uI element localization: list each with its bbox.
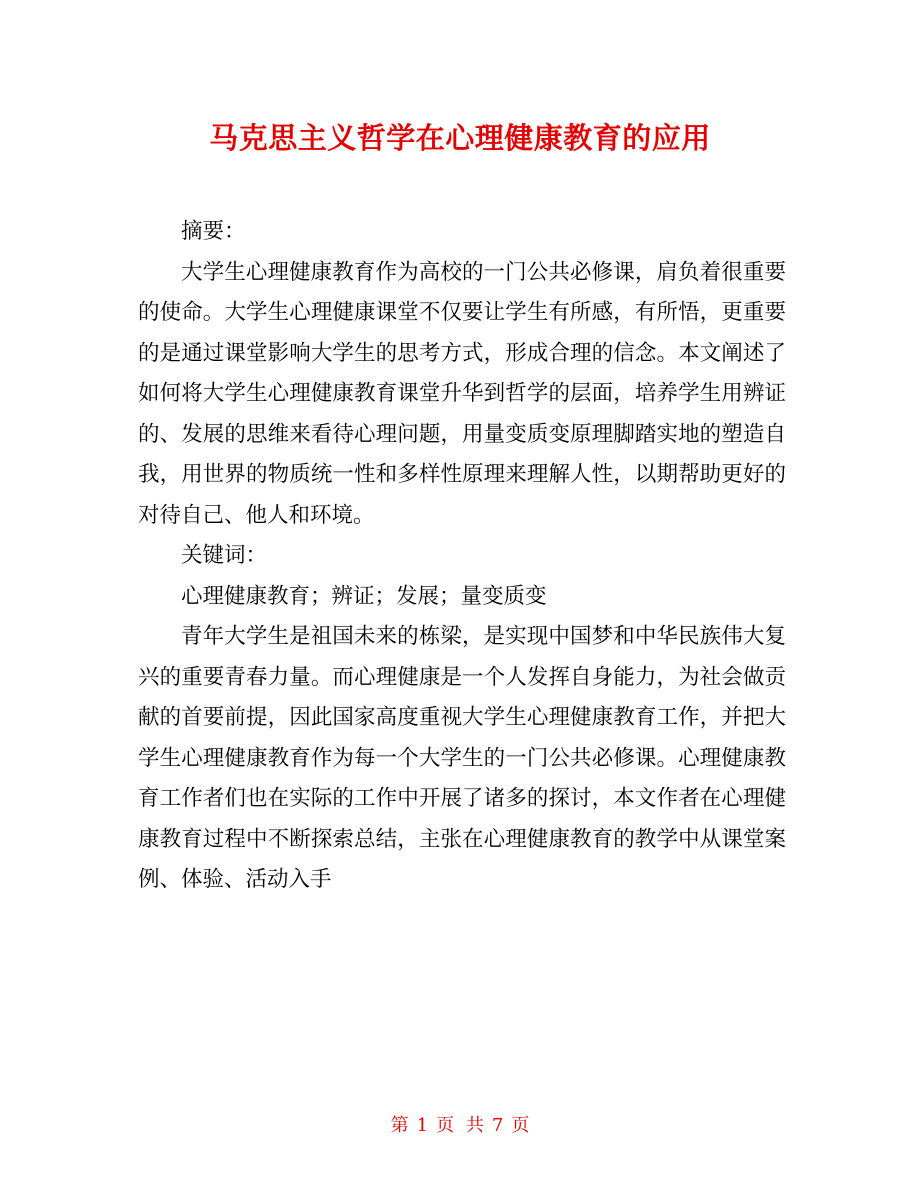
- intro-paragraph: 青年大学生是祖国未来的栋梁，是实现中国梦和中华民族伟大复兴的重要青春力量。而心理健康是一个人发挥自身能力，为社会做贡献的首要前提，因此国家高度重视大学生心理健康教育工作，并把大学生心理健康教育作为每一个大学生的一门公共必修课。心理健康教育工作者们也在实际的工作中开展了诸多的探讨，本文作者在心理健康教育过程中不断探索总结，主张在心理健康教育的教学中从课堂案例、体验、活动入手: [138, 624, 786, 892]
- footer-middle: 页 共: [436, 1115, 484, 1136]
- footer-suffix: 页: [511, 1115, 530, 1136]
- footer-total-pages: 7: [491, 1115, 504, 1136]
- footer-page-number: 1: [416, 1115, 429, 1136]
- keywords-list: 心理健康教育；辨证；发展；量变质变: [181, 583, 547, 609]
- abstract-paragraph: 大学生心理健康教育作为高校的一门公共必修课，肩负着很重要的使命。大学生心理健康课堂不仅要让学生有所感，有所悟，更重要的是通过课堂影响大学生的思考方式，形成合理的信念。本文阐述了如何将大学生心理健康教育课堂升华到哲学的层面，培养学生用辨证的、发展的思维来看待心理问题，用量变质变原理脚踏实地的塑造自我，用世界的物质统一性和多样性原理来理解人性，以期帮助更好的对待自己、他人和环境。: [138, 259, 786, 528]
- document-body: [138, 212, 786, 901]
- keywords-heading: 关键词：: [181, 543, 268, 568]
- page-footer: [0, 1112, 920, 1140]
- document-title: 马克思主义哲学在心理健康教育的应用: [209, 121, 711, 155]
- abstract-heading: 摘要：: [181, 219, 246, 244]
- footer-prefix: 第: [390, 1115, 409, 1136]
